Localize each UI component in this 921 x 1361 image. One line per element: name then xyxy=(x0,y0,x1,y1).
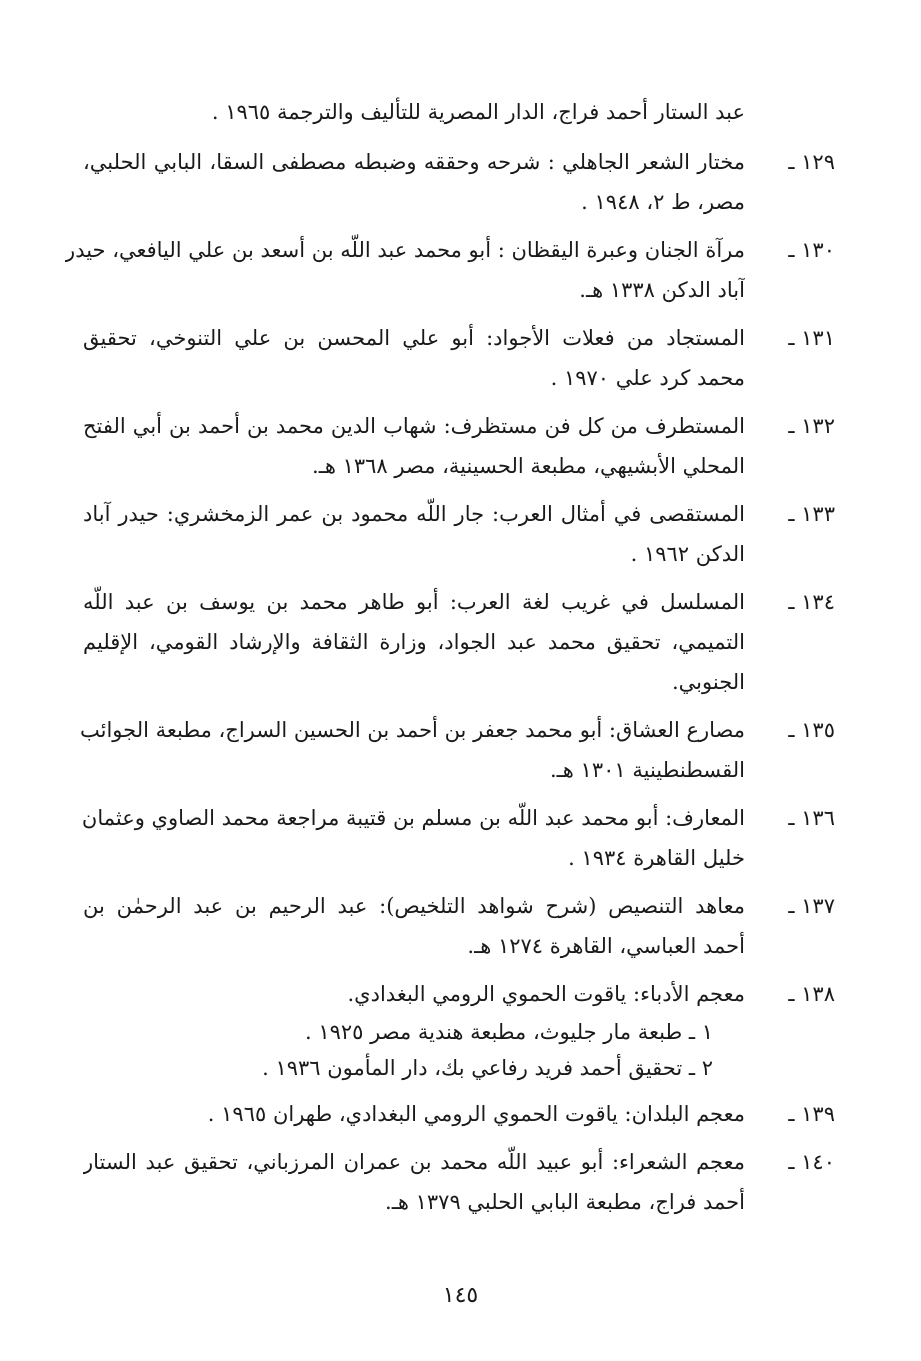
entry-text xyxy=(83,406,745,486)
entry-number: ١٢٩ ـ xyxy=(788,150,835,174)
entry-number: ١٣٧ ـ xyxy=(788,894,835,918)
entry-line: معجم البلدان: ياقوت الحموي الرومي البغدادي، طهران ١٩٦٥ . xyxy=(207,1102,745,1126)
entry-line: المسلسل في غريب لغة العرب: أبو طاهر محمد بن يوسف بن عبد اللّه xyxy=(83,590,745,614)
bib-entry-129 xyxy=(83,142,835,222)
bib-entry-132 xyxy=(83,406,835,486)
entry-text xyxy=(83,318,745,398)
page-number: ١٤٥ xyxy=(442,1283,479,1308)
entry-text xyxy=(83,1094,745,1134)
entry-line: معجم الأدباء: ياقوت الحموي الرومي البغدادي. xyxy=(347,982,745,1006)
entry-number: ١٣٦ ـ xyxy=(788,806,835,830)
bibliography-list xyxy=(65,92,835,1230)
entry-line: أحمد فراج، مطبعة البابي الحلبي ١٣٧٩ هـ. xyxy=(385,1190,745,1214)
entry-text xyxy=(83,1142,745,1222)
entry-line: الجنوبي. xyxy=(672,670,745,694)
entry-text xyxy=(82,798,745,878)
entry-text xyxy=(83,142,745,222)
entry-number: ١٤٠ ـ xyxy=(788,1150,835,1174)
entry-text xyxy=(83,886,745,966)
entry-line: محمد كرد علي ١٩٧٠ . xyxy=(550,366,745,390)
entry-line: أحمد العباسي، القاهرة ١٢٧٤ هـ. xyxy=(467,934,745,958)
entry-line: خليل القاهرة ١٩٣٤ . xyxy=(568,846,745,870)
bib-entry-137 xyxy=(83,886,835,966)
entry-line: القسطنطينية ١٣٠١ هـ. xyxy=(549,758,745,782)
entry-line: المستطرف من كل فن مستظرف: شهاب الدين محمد بن أحمد بن أبي الفتح xyxy=(83,414,745,438)
bib-entry-135 xyxy=(80,710,835,790)
entry-line: المستجاد من فعلات الأجواد: أبو علي المحسن بن علي التنوخي، تحقيق xyxy=(83,326,745,350)
entry-number: ١٣٨ ـ xyxy=(788,982,835,1006)
bib-entry-134 xyxy=(83,582,835,702)
entry-line: المستقصى في أمثال العرب: جار اللّه محمود بن عمر الزمخشري: حيدر آباد xyxy=(83,502,745,526)
entry-text xyxy=(83,582,745,702)
entry-line: مصارع العشاق: أبو محمد جعفر بن أحمد بن الحسين السراج، مطبعة الجوائب xyxy=(80,718,745,742)
entry-number: ١٣٤ ـ xyxy=(788,590,835,614)
entry-number: ١٣٠ ـ xyxy=(788,238,835,262)
entry-text xyxy=(65,230,745,310)
entry-line: معاهد التنصيص (شرح شواهد التلخيص): عبد الرحيم بن عبد الرحمٰن بن xyxy=(83,894,745,918)
entry-text xyxy=(83,974,745,1086)
entry-line: التميمي، تحقيق محمد عبد الجواد، وزارة الثقافة والإرشاد القومي، الإقليم xyxy=(83,630,745,654)
bib-entry-131 xyxy=(83,318,835,398)
entry-line: معجم الشعراء: أبو عبيد اللّه محمد بن عمران المرزباني، تحقيق عبد الستار xyxy=(83,1150,745,1174)
entry-line: الدكن ١٩٦٢ . xyxy=(630,542,745,566)
bib-entry-136 xyxy=(83,798,835,878)
entry-line: مصر، ط ٢، ١٩٤٨ . xyxy=(581,190,745,214)
entry-number: ١٣٢ ـ xyxy=(788,414,835,438)
entry-sub-item: ١ ـ طبعة مار جليوث، مطبعة هندية مصر ١٩٢٥ . xyxy=(304,1020,713,1044)
entry-text xyxy=(80,710,745,790)
entry-line: المحلي الأبشيهي، مطبعة الحسينية، مصر ١٣٦٨ هـ. xyxy=(312,454,745,478)
entry-sub-item: ٢ ـ تحقيق أحمد فريد رفاعي بك، دار المأمون ١٩٣٦ . xyxy=(262,1056,713,1080)
entry-line: المعارف: أبو محمد عبد اللّه بن مسلم بن قتيبة مراجعة محمد الصاوي وعثمان xyxy=(81,806,745,830)
entry-number: ١٣٩ ـ xyxy=(788,1102,835,1126)
entry-number: ١٣٣ ـ xyxy=(788,502,835,526)
entry-number: ١٣١ ـ xyxy=(788,326,835,350)
entry-line: مختار الشعر الجاهلي : شرحه وحققه وضبطه مصطفى السقا، البابي الحلبي، xyxy=(83,150,745,174)
entry-line: مرآة الجنان وعبرة اليقظان : أبو محمد عبد اللّه بن أسعد بن علي اليافعي، حيدر xyxy=(65,238,745,262)
bib-entry-138 xyxy=(83,974,835,1086)
bib-entry-139 xyxy=(83,1094,835,1134)
bib-entry-133 xyxy=(83,494,835,574)
entry-number: ١٣٥ ـ xyxy=(788,718,835,742)
entry-line: آباد الدكن ١٣٣٨ هـ. xyxy=(579,278,745,302)
bib-entry-130 xyxy=(65,230,835,310)
entry-text xyxy=(83,494,745,574)
bib-entry-140 xyxy=(83,1142,835,1222)
continuation-line: عبد الستار أحمد فراج، الدار المصرية للتأليف والترجمة ١٩٦٥ . xyxy=(211,100,745,124)
